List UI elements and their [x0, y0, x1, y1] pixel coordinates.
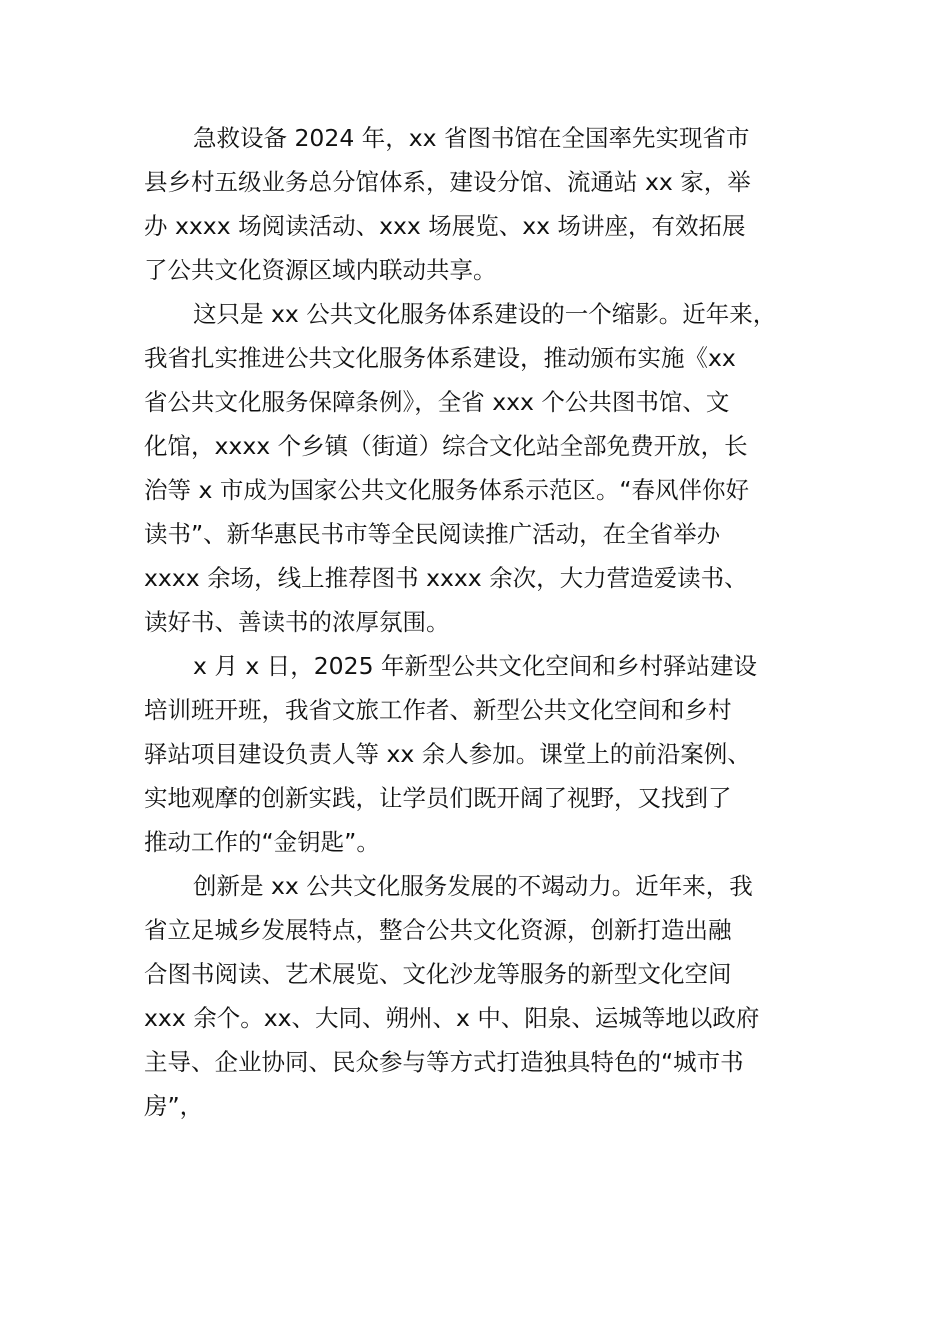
paragraph-line: 这只是 xx 公共文化服务体系建设的一个缩影。近年来，: [193, 300, 777, 328]
document-body: [144, 116, 830, 1128]
paragraph-line: 实地观摩的创新实践，让学员们既开阔了视野，又找到了: [144, 784, 732, 812]
paragraph-line: xxxx 余场，线上推荐图书 xxxx 余次，大力营造爱读书、: [144, 564, 748, 592]
paragraph-line: 县乡村五级业务总分馆体系，建设分馆、流通站 xx 家，举: [144, 168, 751, 196]
paragraph-2: [144, 292, 830, 644]
paragraph-1: [144, 116, 830, 292]
paragraph-line: 化馆，xxxx 个乡镇（街道）综合文化站全部免费开放，长: [144, 432, 748, 460]
paragraph-line: 省立足城乡发展特点，整合公共文化资源，创新打造出融: [144, 916, 732, 944]
paragraph-4: [144, 864, 830, 1128]
paragraph-line: 主导、企业协同、民众参与等方式打造独具特色的“城市书: [144, 1048, 744, 1076]
paragraph-line: 我省扎实推进公共文化服务体系建设，推动颁布实施《xx: [144, 344, 736, 372]
paragraph-3: [144, 644, 830, 864]
paragraph-line: 培训班开班，我省文旅工作者、新型公共文化空间和乡村: [144, 696, 732, 724]
paragraph-line: 创新是 xx 公共文化服务发展的不竭动力。近年来，我: [193, 872, 753, 900]
paragraph-line: x 月 x 日，2025 年新型公共文化空间和乡村驿站建设: [193, 652, 757, 680]
paragraph-line: 了公共文化资源区域内联动共享。: [144, 256, 497, 284]
paragraph-line: 合图书阅读、艺术展览、文化沙龙等服务的新型文化空间: [144, 960, 732, 988]
paragraph-line: 推动工作的“金钥匙”。: [144, 828, 380, 856]
paragraph-line: 办 xxxx 场阅读活动、xxx 场展览、xx 场讲座，有效拓展: [144, 212, 746, 240]
paragraph-line: 省公共文化服务保障条例》，全省 xxx 个公共图书馆、文: [144, 388, 730, 416]
paragraph-line: xxx 余个。xx、大同、朔州、x 中、阳泉、运城等地以政府: [144, 1004, 760, 1032]
paragraph-line: 读书”、新华惠民书市等全民阅读推广活动，在全省举办: [144, 520, 721, 548]
paragraph-line: 读好书、善读书的浓厚氛围。: [144, 608, 450, 636]
paragraph-line: 治等 x 市成为国家公共文化服务体系示范区。“春风伴你好: [144, 476, 750, 504]
paragraph-line: 急救设备 2024 年，xx 省图书馆在全国率先实现省市: [193, 124, 750, 152]
paragraph-line: 驿站项目建设负责人等 xx 余人参加。课堂上的前沿案例、: [144, 740, 751, 768]
paragraph-line: 房”，: [144, 1092, 204, 1120]
